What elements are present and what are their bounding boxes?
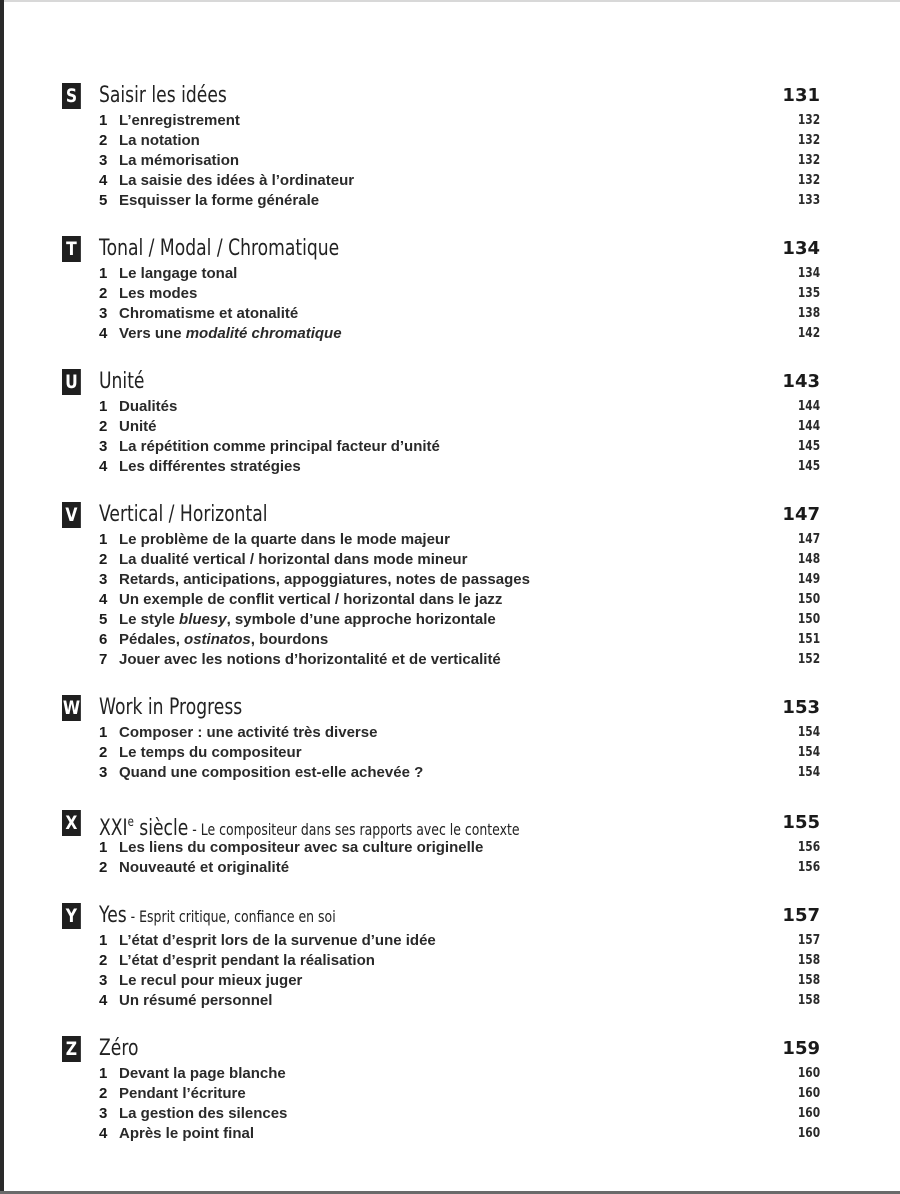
entry-title-text: , symbole d’une approche horizontale: [226, 611, 496, 628]
entry-title: La répétition comme principal facteur d’unité: [119, 438, 440, 455]
section-letter-badge: V: [62, 502, 81, 528]
section-x: [62, 807, 820, 878]
entry-title: Le langage tonal: [119, 265, 238, 282]
entry-title: La notation: [119, 132, 200, 149]
section-items: [62, 530, 820, 670]
section-heading[interactable]: [62, 1033, 820, 1064]
section-heading[interactable]: [62, 499, 820, 530]
entry-page-number: 156: [797, 860, 820, 875]
entry-title: Les différentes stratégies: [119, 458, 301, 475]
entry-title: La dualité vertical / horizontal dans mode mineur: [119, 551, 468, 568]
toc-entry[interactable]: [62, 284, 820, 304]
entry-page-number: 133: [797, 193, 820, 208]
entry-number: 3: [99, 972, 108, 989]
entry-page-number: 158: [797, 953, 820, 968]
section-title-main: Yes: [99, 903, 127, 928]
entry-page-number: 160: [797, 1126, 820, 1141]
toc-entry[interactable]: [62, 437, 820, 457]
entry-title: Esquisser la forme générale: [119, 192, 320, 209]
toc-entry[interactable]: [62, 324, 820, 344]
section-letter-badge: S: [62, 83, 81, 109]
section-items: [62, 931, 820, 1011]
toc-entry[interactable]: [62, 991, 820, 1011]
entry-number: 1: [99, 265, 108, 282]
toc-entry[interactable]: [62, 951, 820, 971]
entry-page-number: 145: [797, 439, 820, 454]
section-title: Tonal / Modal / Chromatique: [99, 236, 340, 261]
entry-page-number: 145: [797, 459, 820, 474]
entry-page-number: 132: [797, 173, 820, 188]
toc-entry[interactable]: [62, 457, 820, 477]
entry-title: [119, 610, 496, 630]
entry-title-text: Vers une: [119, 325, 186, 342]
page-top-edge: [0, 0, 900, 2]
entry-title: Chromatisme et atonalité: [119, 305, 299, 322]
entry-number: 1: [99, 724, 108, 741]
entry-number: 2: [99, 952, 108, 969]
section-letter-badge: Z: [62, 1036, 81, 1062]
section-heading[interactable]: [62, 692, 820, 723]
section-page-number: 147: [782, 504, 820, 525]
entry-page-number: 154: [797, 745, 820, 760]
entry-number: 2: [99, 551, 108, 568]
toc-entry[interactable]: [62, 1064, 820, 1084]
section-title: Unité: [99, 369, 145, 394]
entry-number: 7: [99, 651, 108, 668]
toc-entry[interactable]: [62, 650, 820, 670]
toc-entry[interactable]: [62, 570, 820, 590]
section-letter-badge: Y: [62, 903, 81, 929]
entry-page-number: 150: [797, 592, 820, 607]
entry-number: 2: [99, 744, 108, 761]
entry-number: 4: [99, 591, 108, 608]
entry-title: Les liens du compositeur avec sa culture originelle: [119, 839, 484, 856]
section-title: Saisir les idées: [99, 83, 227, 108]
section-items: [62, 1064, 820, 1144]
entry-number: 1: [99, 932, 108, 949]
entry-page-number: 147: [797, 532, 820, 547]
entry-number: 4: [99, 458, 108, 475]
entry-page-number: 157: [797, 933, 820, 948]
section-letter-badge: U: [62, 369, 81, 395]
section-page-number: 143: [782, 371, 820, 392]
entry-page-number: 144: [797, 399, 820, 414]
section-letter-badge: X: [62, 810, 81, 836]
toc-entry[interactable]: [62, 1084, 820, 1104]
toc-entry[interactable]: [62, 264, 820, 284]
section-heading[interactable]: [62, 366, 820, 397]
entry-number: 1: [99, 531, 108, 548]
section-z: [62, 1033, 820, 1144]
toc-entry[interactable]: [62, 530, 820, 550]
section-heading[interactable]: [62, 807, 820, 841]
entry-number: 1: [99, 839, 108, 856]
entry-number: 2: [99, 1085, 108, 1102]
section-page-number: 131: [782, 85, 820, 106]
entry-number: 2: [99, 285, 108, 302]
entry-page-number: 154: [797, 765, 820, 780]
toc-entry[interactable]: [62, 723, 820, 743]
page-left-edge: [0, 0, 4, 1194]
entry-title: Devant la page blanche: [119, 1065, 286, 1082]
entry-number: 3: [99, 305, 108, 322]
entry-number: 3: [99, 438, 108, 455]
entry-number: 4: [99, 992, 108, 1009]
toc-entry[interactable]: [62, 610, 820, 630]
entry-number: 3: [99, 152, 108, 169]
entry-number: 5: [99, 611, 108, 628]
entry-title-text: , bourdons: [250, 631, 329, 648]
entry-page-number: 148: [797, 552, 820, 567]
entry-number: 1: [99, 398, 108, 415]
section-u: [62, 366, 820, 477]
entry-number: 5: [99, 192, 108, 209]
toc-entry[interactable]: [62, 1104, 820, 1124]
entry-page-number: 152: [797, 652, 820, 667]
entry-title: Un exemple de conflit vertical / horizontal dans le jazz: [119, 591, 503, 608]
entry-title: Le temps du compositeur: [119, 744, 302, 761]
entry-page-number: 132: [797, 113, 820, 128]
entry-number: 3: [99, 1105, 108, 1122]
entry-title: [119, 630, 328, 650]
toc-entry[interactable]: [62, 111, 820, 131]
toc-entry[interactable]: [62, 763, 820, 783]
entry-title: Le problème de la quarte dans le mode majeur: [119, 531, 450, 548]
section-heading[interactable]: [62, 900, 820, 931]
section-page-number: 134: [782, 238, 820, 259]
entry-number: 4: [99, 325, 108, 342]
entry-title: La gestion des silences: [119, 1105, 288, 1122]
entry-title: [119, 324, 342, 344]
toc-entry[interactable]: [62, 304, 820, 324]
section-items: [62, 397, 820, 477]
section-page-number: 155: [782, 812, 820, 833]
section-items: [62, 838, 820, 878]
section-title: [99, 901, 336, 932]
entry-title-text: Le style: [119, 611, 180, 628]
section-items: [62, 264, 820, 344]
entry-title: Pendant l’écriture: [119, 1085, 246, 1102]
entry-number: 4: [99, 1125, 108, 1142]
section-letter-badge: T: [62, 236, 81, 262]
section-w: [62, 692, 820, 783]
entry-page-number: 135: [797, 286, 820, 301]
section-subtitle: - Esprit critique, confiance en soi: [126, 907, 336, 926]
entry-title: Un résumé personnel: [119, 992, 273, 1009]
section-title-rest: siècle: [133, 816, 189, 841]
entry-page-number: 132: [797, 153, 820, 168]
entry-title: Dualités: [119, 398, 178, 415]
section-title: Zéro: [99, 1036, 139, 1061]
entry-number: 6: [99, 631, 108, 648]
entry-title: L’enregistrement: [119, 112, 240, 129]
entry-number: 2: [99, 859, 108, 876]
entry-title: La saisie des idées à l’ordinateur: [119, 172, 355, 189]
entry-page-number: 150: [797, 612, 820, 627]
entry-page-number: 160: [797, 1086, 820, 1101]
entry-page-number: 160: [797, 1106, 820, 1121]
entry-page-number: 156: [797, 840, 820, 855]
section-items: [62, 111, 820, 211]
entry-page-number: 160: [797, 1066, 820, 1081]
entry-title-emphasis: ostinatos: [184, 631, 251, 648]
toc-entry[interactable]: [62, 151, 820, 171]
entry-page-number: 138: [797, 306, 820, 321]
entry-title: Le recul pour mieux juger: [119, 972, 303, 989]
entry-title: Retards, anticipations, appoggiatures, notes de passages: [119, 571, 530, 588]
toc-entry[interactable]: [62, 590, 820, 610]
section-heading[interactable]: [62, 80, 820, 111]
entry-title: Nouveauté et originalité: [119, 859, 290, 876]
entry-number: 3: [99, 764, 108, 781]
toc-entry[interactable]: [62, 171, 820, 191]
toc-entry[interactable]: [62, 550, 820, 570]
section-heading[interactable]: [62, 233, 820, 264]
entry-page-number: 149: [797, 572, 820, 587]
entry-page-number: 154: [797, 725, 820, 740]
section-y: [62, 900, 820, 1011]
section-title: Vertical / Horizontal: [99, 502, 268, 527]
entry-number: 2: [99, 418, 108, 435]
entry-number: 2: [99, 132, 108, 149]
entry-title: L’état d’esprit pendant la réalisation: [119, 952, 375, 969]
toc-entry[interactable]: [62, 191, 820, 211]
section-title-main: XXI: [99, 816, 128, 841]
entry-number: 1: [99, 112, 108, 129]
toc-entry[interactable]: [62, 858, 820, 878]
entry-title-emphasis: modalité chromatique: [185, 325, 342, 342]
entry-page-number: 134: [797, 266, 820, 281]
toc-entry[interactable]: [62, 838, 820, 858]
entry-page-number: 151: [797, 632, 820, 647]
entry-page-number: 132: [797, 133, 820, 148]
entry-title-emphasis: bluesy: [179, 611, 227, 628]
entry-title: L’état d’esprit lors de la survenue d’une idée: [119, 932, 436, 949]
entry-title: Après le point final: [119, 1125, 255, 1142]
entry-title: Composer : une activité très diverse: [119, 724, 378, 741]
entry-page-number: 142: [797, 326, 820, 341]
section-items: [62, 723, 820, 783]
entry-title: Les modes: [119, 285, 198, 302]
entry-title-text: Pédales,: [119, 631, 185, 648]
toc-entry[interactable]: [62, 971, 820, 991]
entry-page-number: 158: [797, 993, 820, 1008]
section-t: [62, 233, 820, 344]
toc-entry[interactable]: [62, 931, 820, 951]
toc-entry[interactable]: [62, 397, 820, 417]
section-letter-badge: W: [62, 697, 81, 719]
entry-title: Jouer avec les notions d’horizontalité et de verticalité: [119, 651, 501, 668]
entry-number: 4: [99, 172, 108, 189]
section-s: [62, 80, 820, 211]
section-title-superscript: e: [127, 815, 134, 830]
section-subtitle: - Le compositeur dans ses rapports avec le contexte: [188, 820, 520, 839]
section-title: Work in Progress: [99, 695, 243, 720]
entry-title: Unité: [119, 418, 157, 435]
section-v: [62, 499, 820, 670]
toc-entry[interactable]: [62, 630, 820, 650]
entry-page-number: 144: [797, 419, 820, 434]
toc-entry[interactable]: [62, 131, 820, 151]
toc-entry[interactable]: [62, 743, 820, 763]
entry-number: 1: [99, 1065, 108, 1082]
entry-page-number: 158: [797, 973, 820, 988]
entry-title: Quand une composition est-elle achevée ?: [119, 764, 424, 781]
toc-entry[interactable]: [62, 417, 820, 437]
section-page-number: 153: [782, 697, 820, 718]
toc-entry[interactable]: [62, 1124, 820, 1144]
entry-number: 3: [99, 571, 108, 588]
entry-title: La mémorisation: [119, 152, 240, 169]
section-page-number: 157: [782, 905, 820, 926]
section-page-number: 159: [782, 1038, 820, 1059]
